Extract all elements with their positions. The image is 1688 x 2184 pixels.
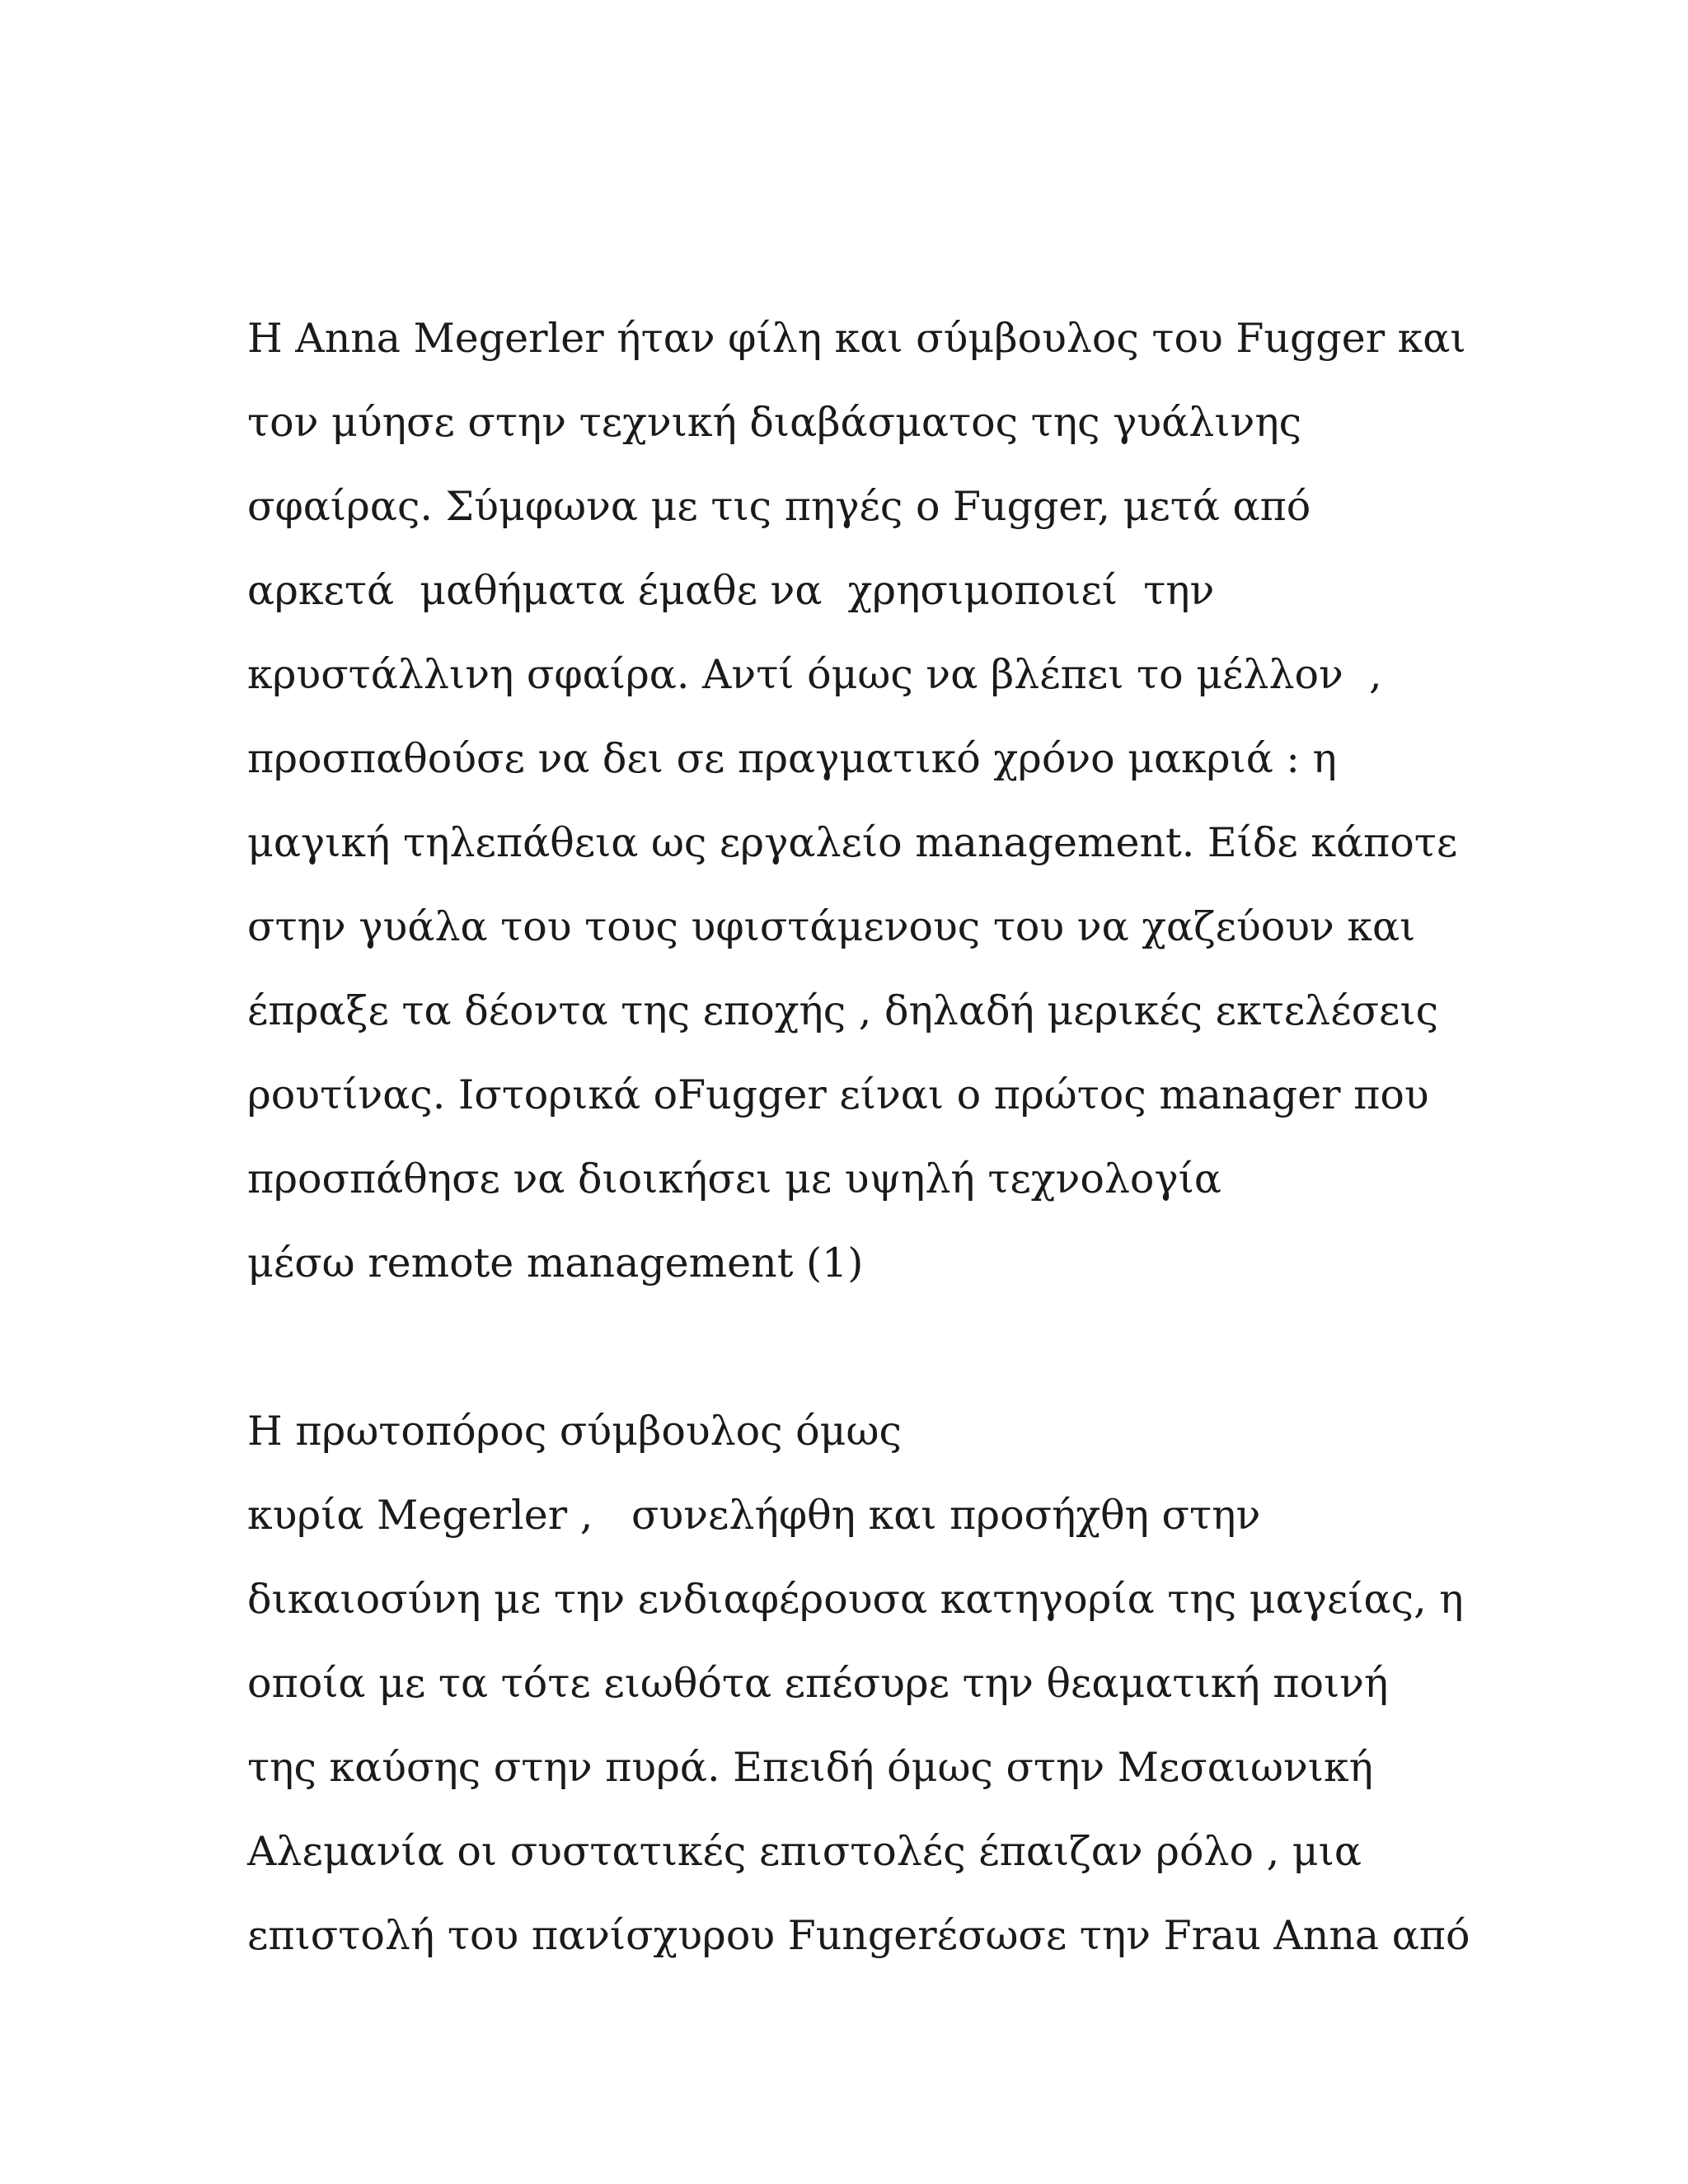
text-line: δικαιοσύνη με την ενδιαφέρουσα κατηγορία της μαγείας, η [247, 1576, 1464, 1623]
text-line: τον μύησε στην τεχνική διαβάσματος της γυάλινης [247, 399, 1302, 446]
text-line: επιστολή του πανίσχυρου Fungerέσωσε την Frau Anna από [247, 1912, 1470, 1959]
text-line: της καύσης στην πυρά. Επειδή όμως στην Μεσαιωνική [247, 1744, 1373, 1791]
text-line: προσπαθούσε να δει σε πραγματικό χρόνο μακριά : η [247, 735, 1337, 782]
text-line: Η πρωτοπόρος σύμβουλος όμως [247, 1408, 902, 1455]
text-line: προσπάθησε να διοικήσει με υψηλή τεχνολογία [247, 1155, 1221, 1202]
text-line: Αλεμανία οι συστατικές επιστολές έπαιζαν ρόλο , μια [247, 1828, 1362, 1875]
text-line: οποία με τα τότε ειωθότα επέσυρε την θεαματική ποινή [247, 1660, 1389, 1707]
paragraph-2 [247, 1390, 1470, 1978]
text-line: ρουτίνας. Ιστορικά οFugger είναι ο πρώτος manager που [247, 1071, 1429, 1118]
text-line: έπραξε τα δέοντα της εποχής , δηλαδή μερικές εκτελέσεις [247, 987, 1439, 1034]
paragraph-1 [247, 297, 1467, 1305]
text-line: σφαίρας. Σύμφωνα με τις πηγές ο Fugger, μετά από [247, 483, 1311, 530]
text-line: αρκετά μαθήματα έμαθε να χρησιμοποιεί την [247, 567, 1215, 614]
text-line: μέσω remote management (1) [247, 1240, 864, 1286]
text-line: κυρία Megerler , συνελήφθη και προσήχθη στην [247, 1492, 1261, 1539]
text-line: Η Anna Megerler ήταν φίλη και σύμβουλος του Fugger και [247, 315, 1466, 362]
text-line: μαγική τηλεπάθεια ως εργαλείο management. Είδε κάποτε [247, 819, 1458, 866]
text-line: κρυστάλλινη σφαίρα. Αντί όμως να βλέπει το μέλλον , [247, 651, 1382, 698]
text-line: στην γυάλα του τους υφιστάμενους του να χαζεύουν και [247, 903, 1416, 950]
